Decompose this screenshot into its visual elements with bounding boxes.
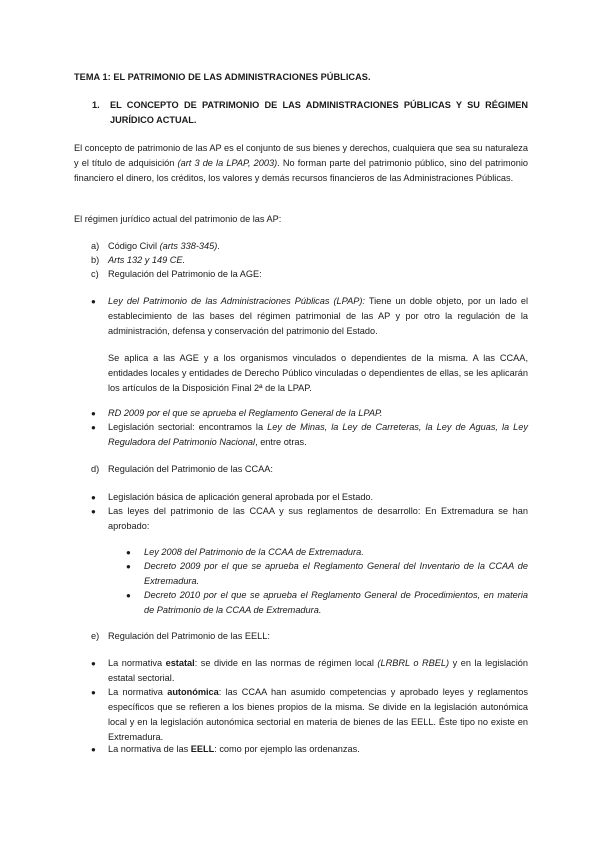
age-application-paragraph: Se aplica a las AGE y a los organismos vinculados o dependientes de la misma. A las CCAA, entidades locales y entidades de Derecho Público vinculadas o dependientes de ellas, se les aplicarán los artículos de la Disposición Final 2ª de la LPAP.: [108, 353, 528, 393]
document-page: TEMA 1: EL PATRIMONIO DE LAS ADMINISTRACIONES PÚBLICAS. 1. EL CONCEPTO DE PATRIMONIO DE LAS ADMINISTRACIONES PÚBLICAS Y SU RÉGIMEN JURÍDICO ACTUAL. El concepto de patrimonio de las AP es el conjunto de sus bienes y derechos, cualquiera que sea su naturaleza y el título de adquisición (art 3 de la LPAP, 2003). No forman parte del patrimonio público, sino del patrimonio financiero el dinero, los créditos, los valores y demás recursos financieros de las Administraciones Públicas. El régimen jurídico actual del patrimonio de las AP: a) Código Civil (arts 338-345). b) Arts 132 y 149 CE. c) Regulación del Patrimonio de la AGE: ● Ley del Patrimonio de las Administraciones Públicas (LPAP): Tiene un doble objeto, por un lado el establecimiento de las bases del régimen patrimonial de las AP y por otro la regulación de la administración, defensa y conservación del patrimonio del Estado. Se aplica a las AGE y a los organismos vinculados o dependientes de la misma. A las CCAA, entidades locales y entidades de Derecho Público vinculadas o dependientes de ellas, se les aplicarán los artículos de la Disposición Final 2ª de la LPAP. ● RD 2009 por el que se aprueba el Reglamento General de la LPAP. ● Legislación sectorial: encontramos la Ley de Minas, la Ley de Carreteras, la Ley de Aguas, la Ley Reguladora del Patrimonio Nacional, entre otras. d) Regulación del Patrimonio de las CCAA: ● Legislación básica de aplicación general aprobada por el Estado. ● Las leyes del patrimonio de las CCAA y sus reglamentos de desarrollo: En Extremadura se han aprobado: ● Ley 2008 del Patrimonio de la CCAA de Extremadura. ● Decreto 2009 por el que se aprueba el Reglamento General del Inventario de la CCAA de Extremadura. ● Decreto 2010 por el que se aprueba el Reglamento General de Procedimientos, en materia de Patrimonio de la CCAA de Extremadura. e) Regulación del Patrimonio de las EELL: ● La normativa estatal: se divide en las normas de régimen local (LRBRL o RBEL) y en la legislación estatal sectorial. ● La normativa autonómica: las CCAA han asumido competencias y aprobado leyes y reglamentos específicos que se refieren a los bienes propios de la misma. Se divide en la legislación autonómica local y en la legislación autonómica sectorial en materia de bienes de las EELL. Éste tipo no existe en Extremadura. ● La normativa de las EELL: como por ejemplo las ordenanzas.: [74, 72, 529, 754]
section-number: 1.: [92, 100, 100, 110]
intro-paragraph: El concepto de patrimonio de las AP es el conjunto de sus bienes y derechos, cualquiera que sea su naturaleza y el título de adquisición (art 3 de la LPAP, 2003). No forman parte del patrimonio público, sino del patrimonio financiero el dinero, los créditos, los valores y demás recursos financieros de las Administraciones Públicas.: [74, 143, 529, 183]
regime-paragraph: El régimen jurídico actual del patrimonio de las AP:: [74, 214, 282, 224]
section-heading-text: EL CONCEPTO DE PATRIMONIO DE LAS ADMINISTRACIONES PÚBLICAS Y SU RÉGIMEN JURÍDICO ACTUAL.: [110, 100, 528, 125]
page-title: TEMA 1: EL PATRIMONIO DE LAS ADMINISTRACIONES PÚBLICAS.: [74, 72, 371, 82]
